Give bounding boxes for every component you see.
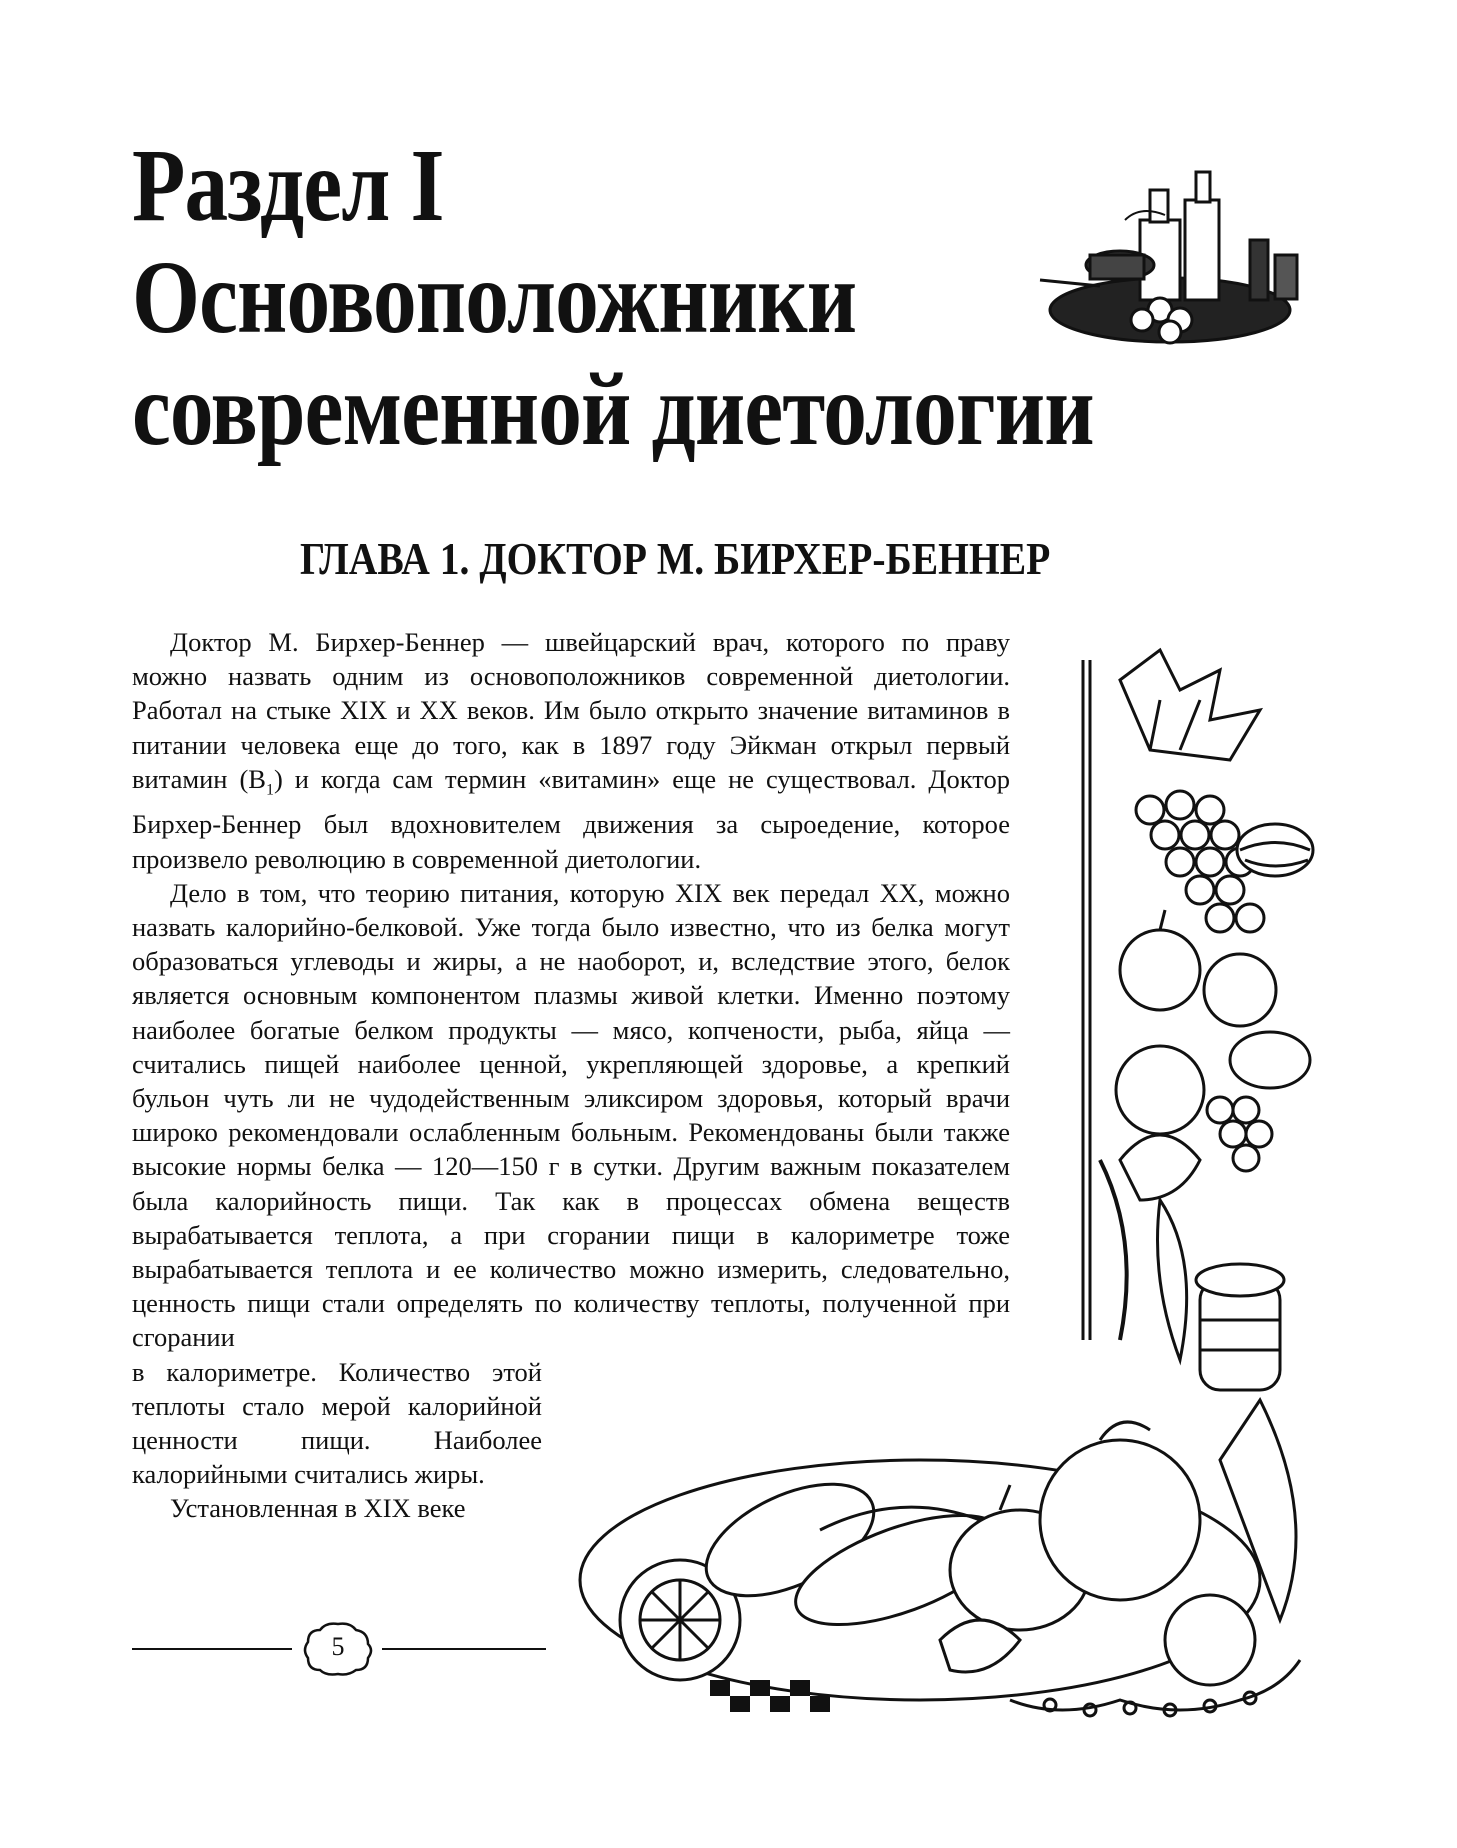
folio-rule-right (382, 1648, 546, 1650)
vegetable-border-illustration (560, 640, 1320, 1725)
page-folio (132, 1620, 552, 1676)
folio-rule-left (132, 1648, 292, 1650)
paragraph-1: Доктор М. Бирхер-Беннер — швейцарский врач, которого по праву можно назвать одним из основоположников современной диетологии. Работал на стыке XIX и XX веков. Им было открыто значение витаминов в питании человека еще до того, как в 1897 году Эйкман открыл первый витамин $(B_1)$ и когда сам термин «витамин» еще не существовал. Доктор Бирхер-Беннер был вдохновителем движения за сыроедение, которое произвело революцию в современной диетологии. (132, 627, 1010, 874)
section-title (132, 128, 1094, 467)
paragraph-2-tail: в калориметре. Количество этой теплоты стало мерой калорийной ценности пищи. Наиболее калорийными считались жиры. (132, 1356, 542, 1490)
chapter-title: ГЛАВА 1. ДОКТОР М. БИРХЕР-БЕННЕР (300, 534, 1051, 584)
still-life-illustration (1030, 160, 1320, 360)
page-number: 5 (331, 1632, 345, 1661)
paragraph-3: Установленная в XIX веке (170, 1493, 466, 1524)
section-title-line-3: современной диетологии (132, 352, 1094, 467)
paragraph-2: Дело в том, что теорию питания, которую XIX век передал XX, можно назвать калорийно-белковой. Уже тогда было известно, что из белка могут образоваться углеводы и жиры, а не наоборот, и, вследствие этого, белок является основным компонентом плазмы живой клетки. Именно поэтому наиболее богатые белком продукты — мясо, копчености, рыба, яйца — считались пищей наиболее ценной, укрепляющей здоровье, а крепкий бульон чуть ли не чудодейственным эликсиром здоровья, который врачи широко рекомендовали ослабленным больным. Рекомендованы были также высокие нормы белка — 120—150 г в сутки. Другим важным показателем была калорийность пищи. Так как в процессах обмена веществ вырабатывается теплота, а при сгорании пищи в калориметре тоже вырабатывается теплота и ее количество можно измерить, следовательно, ценность пищи стали определять по количеству теплоты, полученной при сгорании (132, 877, 1010, 1353)
section-title-line-1: Раздел I (132, 128, 444, 243)
section-title-line-2: Основоположники (132, 240, 857, 355)
vitamin-subscript: 1 (265, 781, 274, 799)
